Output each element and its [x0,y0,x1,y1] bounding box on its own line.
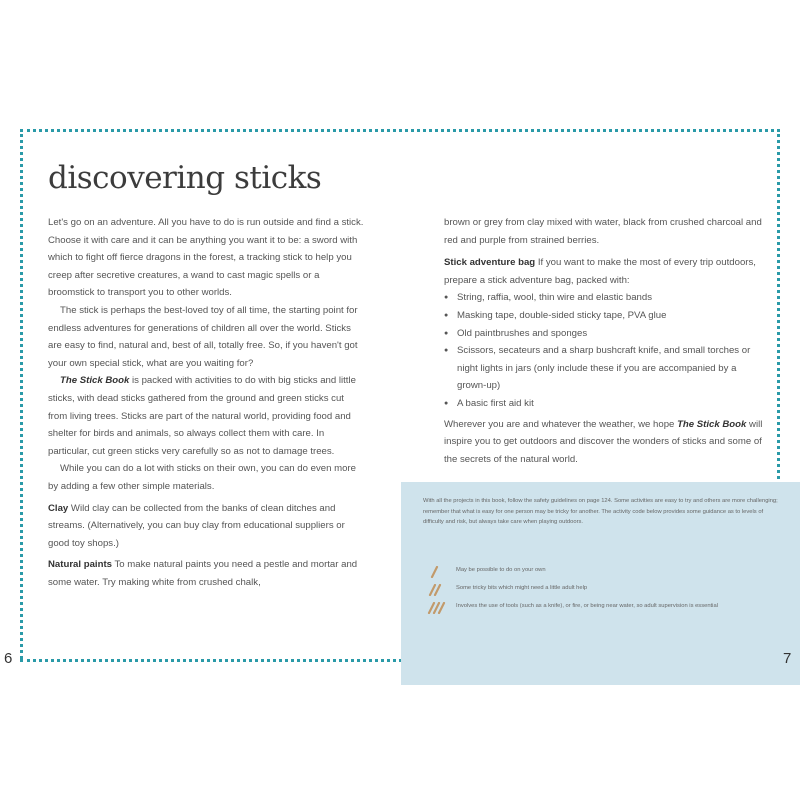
adventure-bag-label: Stick adventure bag [444,257,536,269]
legend-text: Involves the use of tools (such as a knife), or fire, or being near water, so adult supervision is essential [456,603,718,609]
adventure-bag-paragraph [444,254,766,289]
closing-paragraph [444,416,766,469]
book-title-emphasis: The Stick Book [60,375,130,387]
legend-text: May be possible to do on your own [456,567,546,573]
legend-text: Some tricky bits which might need a little adult help [456,585,588,591]
left-text-column [48,214,364,591]
safety-info-box [401,482,800,685]
top-dotted-border [20,129,780,132]
legend-item-easy [427,566,736,578]
paints-label: Natural paints [48,559,112,571]
stick-book-paragraph [48,372,364,460]
paints-text: To make natural paints you need a pestle and mortar and some water. Try making white from crushed chalk, [48,559,358,588]
three-sticks-icon [427,602,449,614]
right-text-column [444,214,766,468]
legend-item-adult-supervision [427,602,736,614]
bag-list-item: ● String, raffia, wool, thin wire and elastic bands [444,289,766,307]
clay-label: Clay [48,502,69,514]
legend-item-some-help [427,584,736,596]
closing-book-title: The Stick Book [677,418,747,430]
bag-list-item: ● Scissors, secateurs and a sharp bushcraft knife, and small torches or night lights in jars (only include these if you are accompanied by a grown-up) [444,342,766,395]
left-page-number: 6 [4,650,13,667]
bag-list-item: ● Old paintbrushes and sponges [444,325,766,343]
left-dotted-border [20,129,23,659]
intro-paragraph: Let's go on an adventure. All you have to do is run outside and find a stick. Choose it with care and it can be anything you want it to be: a sword with which to fight off fierce dragons in the forest, a tracking stick to help you creep after secretive creatures, a wand to cast magic spells or a broomstick to transport you to other worlds. [48,217,364,299]
adventure-bag-text: If you want to make the most of every trip outdoors, prepare a stick adventure bag, packed with: [444,257,756,286]
one-stick-icon [427,566,449,578]
page-title: discovering sticks [48,160,322,196]
bag-list-item: ● Masking tape, double-sided sticky tape, PVA glue [444,307,766,325]
stick-book-text: is packed with activities to do with big sticks and little sticks, with dead sticks gathered from the ground and green sticks cut from living trees. Sticks are part of the natural world, providing food and shelter for birds and animals, so always collect them with care. In particular, cut green sticks very carefully so as not to damage trees. [48,375,356,457]
materials-paragraph: While you can do a lot with sticks on their own, you can do even more by adding a few other simple materials. [48,463,356,492]
two-sticks-icon [427,584,449,596]
clay-text: Wild clay can be collected from the banks of clean ditches and streams. (Alternatively, you can buy clay from educational suppliers or good toy shops.) [48,502,345,549]
bag-list-item: ● A basic first aid kit [444,395,766,413]
stick-history-paragraph: The stick is perhaps the best-loved toy of all time, the starting point for endless adventures for generations of children all over the world. Sticks are easy to find, natural and, best of all, totally free. So, if you haven't got your own special stick, what are you waiting for? [48,304,358,369]
paints-continued-paragraph: brown or grey from clay mixed with water, black from crushed charcoal and red and purple from strained berries. [444,217,762,246]
closing-text-a: Wherever you are and whatever the weather, we hope [444,418,678,430]
safety-intro-text: With all the projects in this book, follow the safety guidelines on page 124. Some activities are easy to try and others are more challenging; remember that what is easy for one person may be tricky for another. The activity code below provides some guidance as to levels of difficulty and risk, but always take care when playing outdoors. [423,498,778,525]
paints-paragraph [48,556,364,591]
right-page-number: 7 [783,650,792,667]
closing-text-b: will inspire you to get outdoors and discover the wonders of sticks and some of the secrets of the natural world. [444,418,763,465]
clay-paragraph [48,500,364,553]
